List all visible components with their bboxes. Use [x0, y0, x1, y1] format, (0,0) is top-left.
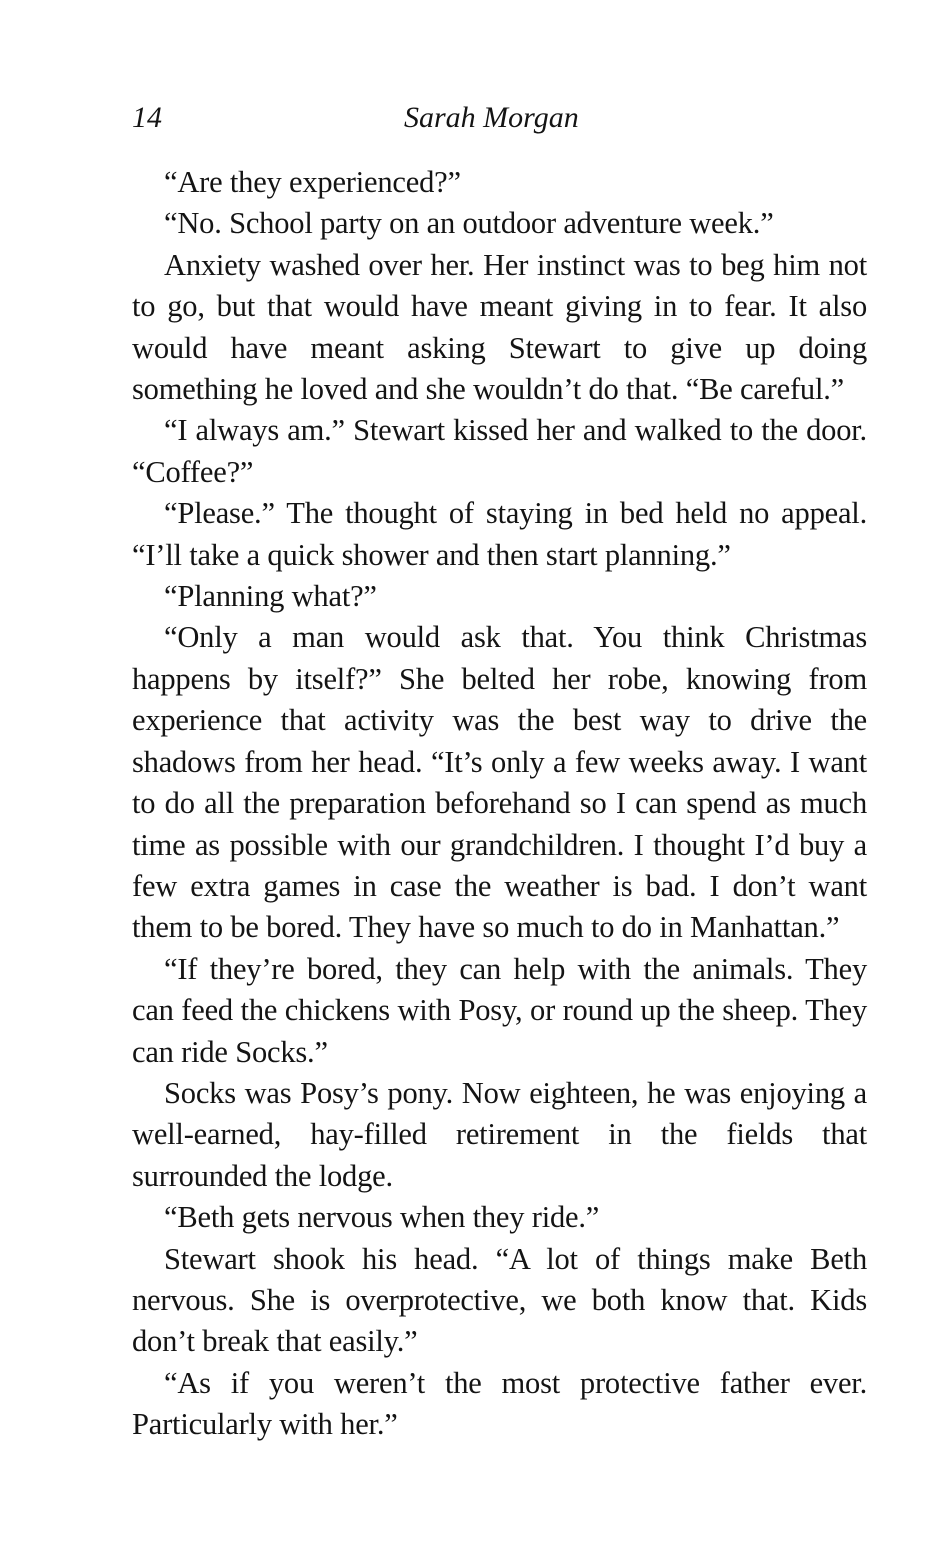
paragraph: “If they’re bored, they can help with the animals. They can feed the chickens with Posy, or round up the sheep. They can ride Socks.”: [132, 951, 867, 1069]
paragraph: “Are they experienced?”: [164, 165, 461, 199]
paragraph: “Beth gets nervous when they ride.”: [164, 1200, 600, 1235]
page-number: 14: [132, 101, 162, 134]
paragraph: Socks was Posy’s pony. Now eighteen, he was enjoying a well-earned, hay-filled retirement in the fields that surrounded the lodge.: [132, 1075, 867, 1193]
paragraph: “I always am.” Stewart kissed her and walked to the door. “Coffee?”: [132, 413, 867, 489]
author-name: Sarah Morgan: [404, 101, 579, 134]
paragraph: “Only a man would ask that. You think Christmas happens by itself?” She belted her robe, knowing from experience that activity was the best way to drive the shadows from her head. “It’s only a few weeks away. I want to do all the preparation beforehand so I can spend as much time as possible with our grandchildren. I thought I’d buy a few extra games in case the weather is bad. I don’t want them to be bored. They have so much to do in Manhattan.”: [132, 620, 867, 945]
paragraph: “No. School party on an outdoor adventure week.”: [164, 206, 774, 241]
paragraph: “Planning what?”: [164, 579, 377, 614]
paragraph: Anxiety washed over her. Her instinct was to beg him not to go, but that would have meant giving in to fear. It also would have meant asking Stewart to give up doing something he loved and she wouldn’t do that. “Be careful.”: [132, 247, 867, 407]
running-head: [132, 96, 869, 140]
paragraph: Stewart shook his head. “A lot of things make Beth nervous. She is overprotective, we both know that. Kids don’t break that easily.”: [132, 1241, 867, 1359]
paragraph: “Please.” The thought of staying in bed held no appeal. “I’ll take a quick shower and then start planning.”: [132, 496, 867, 572]
body-text: [132, 162, 867, 1446]
paragraph: “As if you weren’t the most protective father ever. Particularly with her.”: [132, 1365, 867, 1442]
